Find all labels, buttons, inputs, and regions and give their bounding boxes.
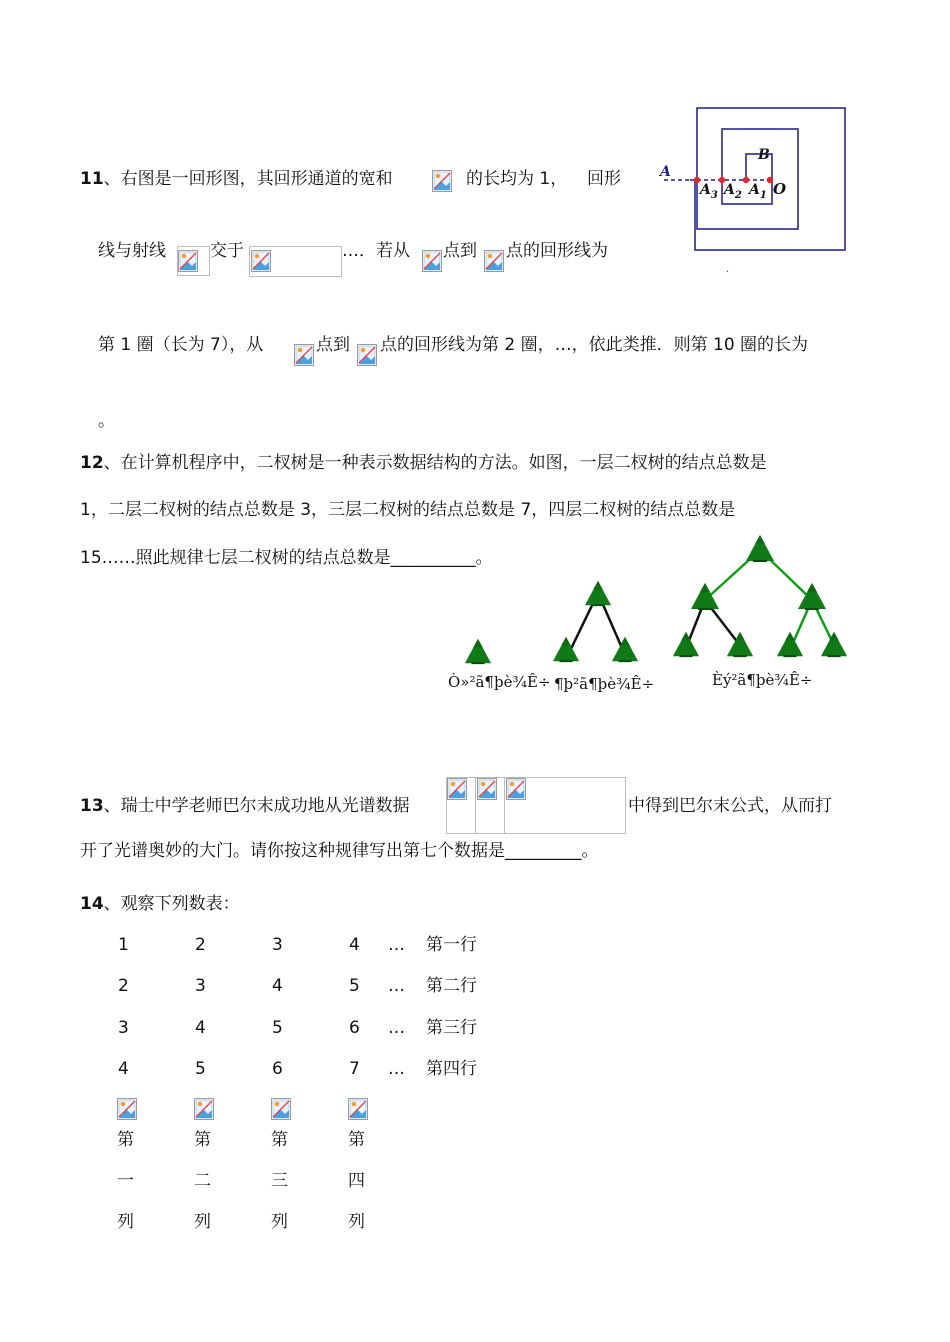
column-label-char: 一 [117, 1171, 134, 1191]
broken-image-icon [178, 250, 198, 272]
stray-dot: . [726, 264, 730, 275]
q11-text-4: 。 [98, 411, 115, 431]
tree-node-icon [777, 632, 803, 657]
q11-text-2d: 点到 [443, 241, 477, 261]
label-o: O [773, 180, 787, 198]
table-cell: 6 [272, 1059, 283, 1079]
table-cell: 5 [195, 1059, 206, 1079]
tree-node-icon [673, 632, 699, 657]
q14-title-text: 、观察下列数表： [103, 894, 240, 914]
spiral-figure [650, 100, 860, 280]
binary-trees-figure [440, 530, 870, 700]
q14-number: 14 [80, 894, 104, 914]
q12-text-2: 1，二层二杈树的结点总数是 3，三层二杈树的结点总数是 7，四层二杈树的结点总数是 [80, 500, 736, 520]
q13-text-1a: 、瑞士中学老师巴尔末成功地从光谱数据 [103, 796, 410, 816]
broken-image-icon [194, 1098, 214, 1120]
caption-one-level: Ò»²ã¶þè¾Ê÷ [448, 673, 551, 691]
broken-image-icon [117, 1098, 137, 1120]
table-cell: … [388, 1059, 405, 1079]
q13-number: 13 [80, 796, 104, 816]
table-cell: … [388, 976, 405, 996]
q11-text-1b: 的长均为 1， [466, 169, 568, 189]
q12-text-3: 15……照此规律七层二杈树的结点总数是__________。 [80, 548, 493, 568]
q13-line-1 [80, 795, 410, 817]
table-cell: 7 [349, 1059, 360, 1079]
table-cell: 3 [272, 935, 283, 955]
q11-text-3b: 点到 [316, 335, 350, 355]
tree-node-icon [465, 639, 491, 664]
column-label-char: 二 [194, 1171, 211, 1191]
table-cell: 5 [272, 1018, 283, 1038]
tree-node-icon [821, 632, 847, 657]
tree-node-icon [727, 632, 753, 657]
column-label-char: 列 [117, 1212, 134, 1232]
tree-node-icon [746, 535, 774, 562]
column-label-char: 第 [117, 1130, 134, 1150]
tree-node-icon [585, 581, 611, 606]
q11-text-1a: 、右图是一回形图，其回形通道的宽和 [103, 169, 393, 189]
table-cell: 2 [118, 976, 129, 996]
tree-node-icon [612, 637, 638, 662]
row-label: 第四行 [426, 1059, 477, 1079]
table-cell: 5 [349, 976, 360, 996]
column-label-char: 第 [194, 1130, 211, 1150]
row-label: 第一行 [426, 935, 477, 955]
broken-image-icon [506, 778, 526, 800]
caption-three-level: Èý²ã¶þè¾Ê÷ [712, 671, 813, 689]
table-cell: 3 [118, 1018, 129, 1038]
broken-image-icon [357, 344, 377, 366]
label-b: B [758, 147, 770, 163]
label-a3: $A_3$ [700, 182, 718, 201]
column-label-char: 列 [271, 1212, 288, 1232]
q14-title [80, 893, 240, 915]
table-cell: 2 [195, 935, 206, 955]
caption-two-level: ¶þ²ã¶þè¾Ê÷ [554, 675, 655, 693]
table-cell: 1 [118, 935, 129, 955]
table-cell: 4 [272, 976, 283, 996]
q11-text-2e: 点的回形线为 [506, 241, 608, 261]
q11-text-2a: 线与射线 [98, 241, 166, 261]
broken-image-icon [447, 778, 467, 800]
q12-line-1 [80, 452, 767, 474]
broken-image-icon [432, 170, 452, 192]
table-cell: 3 [195, 976, 206, 996]
label-a: A [660, 164, 671, 180]
tree-node-icon [691, 583, 719, 610]
column-label-char: 列 [194, 1212, 211, 1232]
q11-text-2c: …．若从 [342, 241, 410, 261]
column-label-char: 三 [271, 1171, 288, 1191]
q13-text-1b: 中得到巴尔末公式，从而打 [628, 796, 832, 816]
broken-image-icon [484, 250, 504, 272]
column-label-char: 列 [348, 1212, 365, 1232]
q11-line-1 [80, 168, 393, 190]
table-cell: 4 [349, 935, 360, 955]
row-label: 第三行 [426, 1018, 477, 1038]
q11-text-3c: 点的回形线为第 2 圈，…，依此类推．则第 10 圈的长为 [380, 335, 809, 355]
column-label-char: 第 [271, 1130, 288, 1150]
row-label: 第二行 [426, 976, 477, 996]
tree-node-icon [798, 583, 826, 610]
q11-text-1c: 回形 [587, 169, 621, 189]
broken-image-icon [271, 1098, 291, 1120]
table-cell: 6 [349, 1018, 360, 1038]
q11-text-2b: 交于 [210, 241, 244, 261]
label-a2: $A_2$ [724, 182, 742, 201]
q12-number: 12 [80, 453, 104, 473]
table-cell: … [388, 935, 405, 955]
q11-text-3a: 第 1 圈（长为 7），从 [98, 335, 264, 355]
table-cell: … [388, 1018, 405, 1038]
broken-image-icon [294, 344, 314, 366]
column-label-char: 第 [348, 1130, 365, 1150]
broken-image-icon [348, 1098, 368, 1120]
table-cell: 4 [118, 1059, 129, 1079]
label-a1: $A_1$ [749, 182, 767, 201]
column-label-char: 四 [348, 1171, 365, 1191]
broken-image-icon [477, 778, 497, 800]
q12-text-1: 、在计算机程序中，二杈树是一种表示数据结构的方法。如图，一层二杈树的结点总数是 [103, 453, 767, 473]
q11-number: 11 [80, 169, 104, 189]
broken-image-icon [422, 250, 442, 272]
q13-text-2: 开了光谱奥妙的大门。请你按这种规律写出第七个数据是_________。 [80, 841, 599, 861]
broken-image-icon [251, 250, 271, 272]
table-cell: 4 [195, 1018, 206, 1038]
